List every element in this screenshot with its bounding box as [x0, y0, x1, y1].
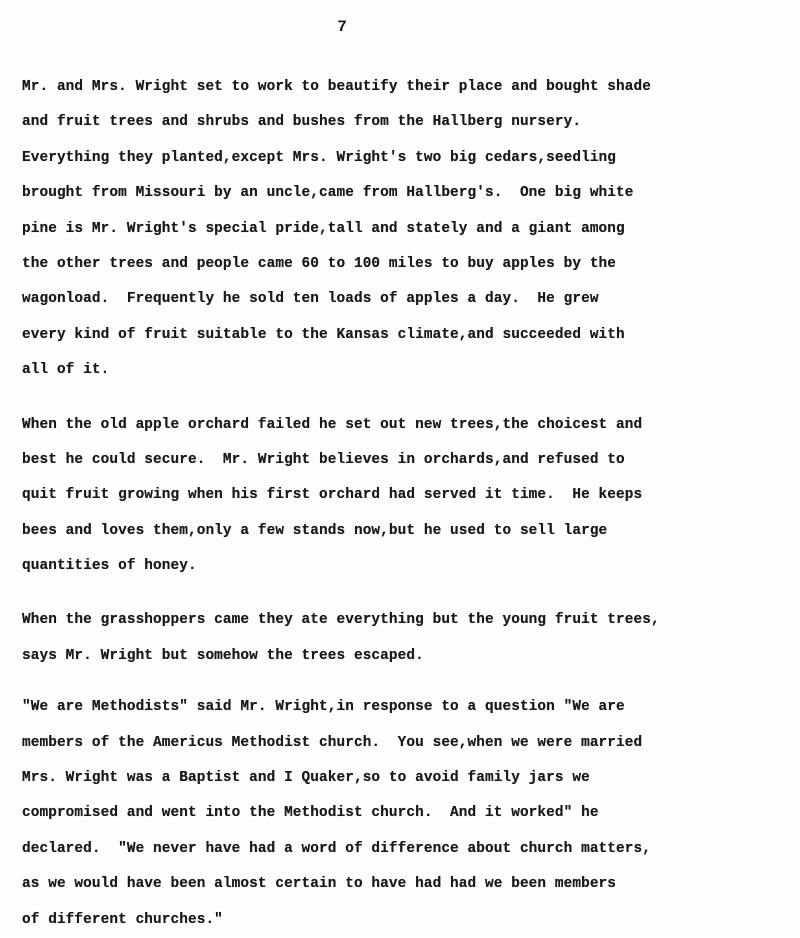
text-line: says Mr. Wright but somehow the trees escaped. [22, 647, 424, 664]
text-line: quantities of honey. [22, 558, 197, 575]
text-line: Mr. and Mrs. Wright set to work to beautify their place and bought shade [22, 79, 651, 95]
text-line: every kind of fruit suitable to the Kansas climate,and succeeded with [22, 326, 625, 343]
paragraph [22, 690, 798, 938]
text-line: brought from Missouri by an uncle,came from Hallberg's. One big white [22, 185, 634, 202]
text-line: bees and loves them,only a few stands now,but he used to sell large [22, 522, 608, 539]
text-line: and fruit trees and shrubs and bushes from the Hallberg nursery. [22, 114, 582, 131]
document-body [22, 70, 798, 938]
text-line: pine is Mr. Wright's special pride,tall and stately and a giant among [22, 220, 625, 237]
text-line: all of it. [22, 362, 110, 379]
text-line: quit fruit growing when his first orchard had served it time. He keeps [22, 487, 643, 504]
text-line: "We are Methodists" said Mr. Wright,in response to a question "We are [22, 699, 625, 716]
text-line: compromised and went into the Methodist church. And it worked" he [22, 805, 599, 822]
page-number: 7 [337, 18, 347, 36]
text-line: When the grasshoppers came they ate everything but the young fruit trees, [22, 612, 660, 629]
paragraph [22, 408, 798, 585]
text-line: members of the Americus Methodist church. You see,when we were married [22, 734, 643, 751]
text-line: as we would have been almost certain to have had had we been members [22, 876, 617, 893]
text-line: Everything they planted,except Mrs. Wright's two big cedars,seedling [22, 149, 617, 166]
text-line: When the old apple orchard failed he set out new trees,the choicest and [22, 416, 643, 433]
paragraph [22, 603, 798, 674]
paragraph [22, 70, 798, 389]
text-line: best he could secure. Mr. Wright believes in orchards,and refused to [22, 451, 625, 468]
text-line: wagonload. Frequently he sold ten loads of apples a day. He grew [22, 291, 599, 308]
paragraph-gap [22, 584, 798, 603]
paragraph-gap [22, 674, 798, 690]
paragraph-gap [22, 389, 798, 408]
text-line: Mrs. Wright was a Baptist and I Quaker,so to avoid family jars we [22, 770, 590, 787]
text-line: declared. "We never have had a word of difference about church matters, [22, 840, 651, 857]
text-line: of different churches." [22, 911, 223, 928]
text-line: the other trees and people came 60 to 100 miles to buy apples by the [22, 255, 617, 272]
